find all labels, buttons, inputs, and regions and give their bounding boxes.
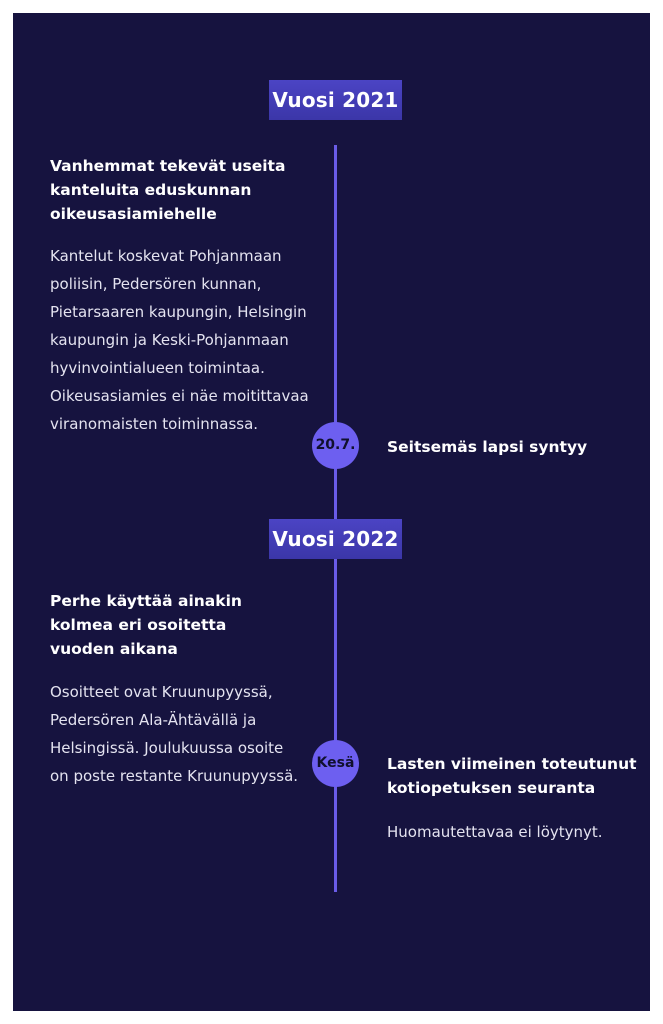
entry-title-complaints: Vanhemmat tekevät useita kanteluita eduskunnan oikeusasiamiehelle	[50, 157, 286, 223]
entry-body-complaints: Kantelut koskevat Pohjanmaan poliisin, Pedersören kunnan, Pietarsaaren kaupungin, Helsingin kaupungin ja Keski-Pohjanmaan hyvinvointialueen toimintaa. Oikeusasiamies ei näe moitittavaa viranomaisten toiminnassa.	[50, 247, 309, 433]
event-title-seventh-child: Seitsemäs lapsi syntyy	[387, 438, 588, 456]
entry-body-addresses: Osoitteet ovat Kruunupyyssä, Pedersören Ala-Ähtävällä ja Helsingissä. Joulukuussa osoite on poste restante Kruunupyyssä.	[50, 683, 299, 785]
event-title-homeschool-monitoring: Lasten viimeinen toteutunut kotiopetuksen seuranta	[387, 755, 637, 797]
date-marker-kesa: Kesä	[312, 740, 359, 787]
entry-title-addresses: Perhe käyttää ainakin kolmea eri osoitetta vuoden aikana	[50, 592, 242, 658]
date-marker-20-7: 20.7.	[312, 422, 359, 469]
year-badge-2021: Vuosi 2021	[269, 80, 402, 120]
event-body-homeschool-monitoring: Huomautettavaa ei löytynyt.	[387, 823, 603, 841]
year-badge-2022: Vuosi 2022	[269, 519, 402, 559]
